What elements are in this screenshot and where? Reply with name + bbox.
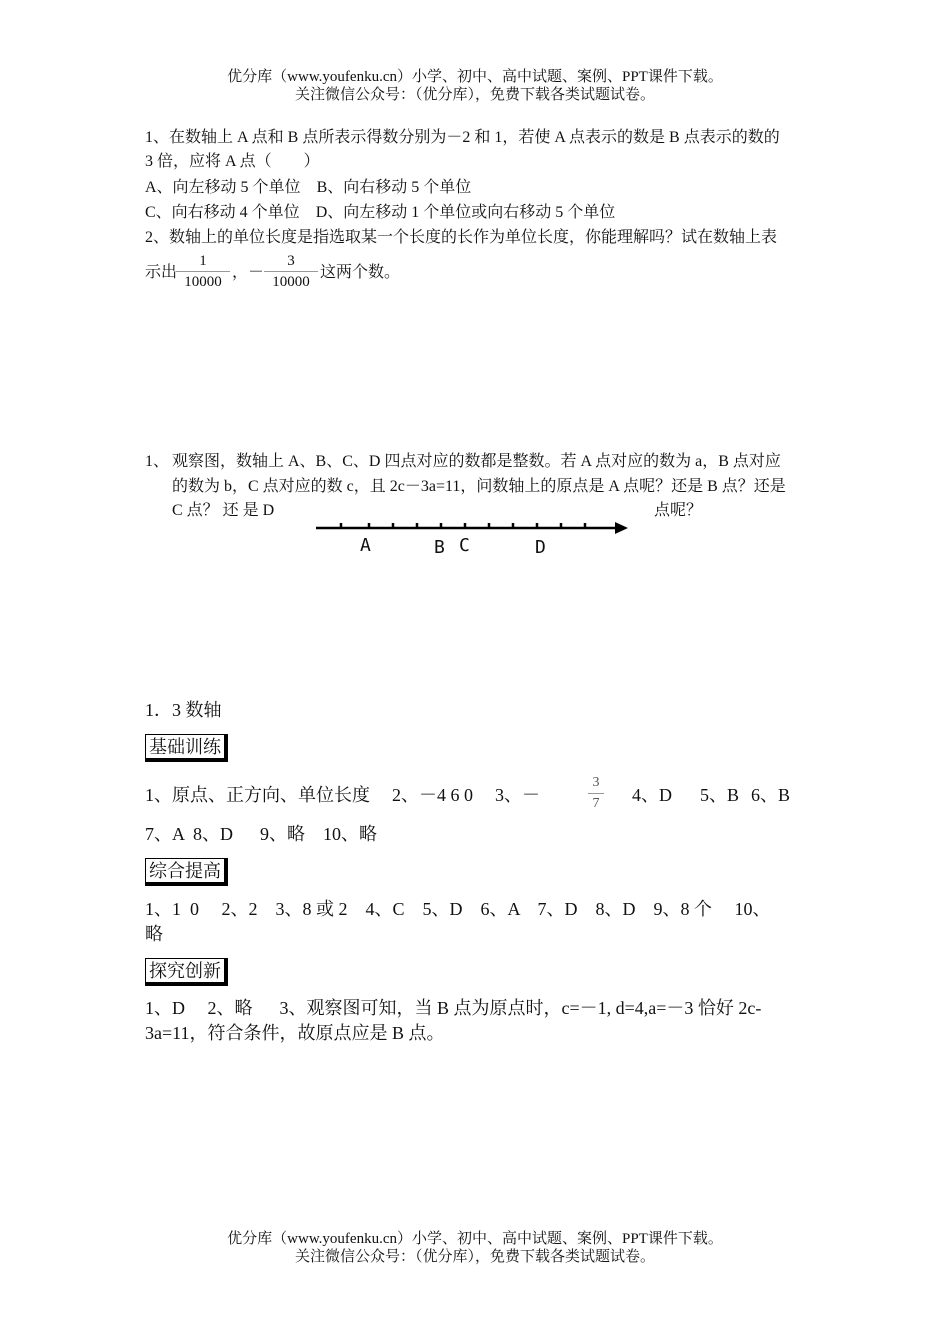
label-basic-training: 基础训练 [145, 734, 228, 762]
q3-line-3-left: C 点？ 还 是 D [172, 502, 275, 519]
q1-options-cd [145, 203, 615, 223]
basic-row-2: 7、A 8、D 9、略 10、略 [145, 824, 378, 844]
q2-fraction-2-numerator: 3 [287, 253, 295, 269]
advanced-row-1: 1、1 0 2、2 3、8 或 2 4、C 5、D 6、A 7、D 8、D 9、8 个 10、 [145, 899, 771, 919]
q1-option-c: C、向右移动 4 个单位 [145, 204, 300, 221]
footer-line-1: 优分库（www.youfenku.cn）小学、初中、高中试题、案例、PPT课件下载。 [227, 1231, 723, 1247]
q2-fraction-2 [264, 252, 318, 291]
q2-prefix: 示出 [145, 264, 178, 281]
header-line-1: 优分库（www.youfenku.cn）小学、初中、高中试题、案例、PPT课件下载。 [227, 69, 723, 85]
header-line-2: 关注微信公众号：（优分库），免费下载各类试题试卷。 [294, 87, 655, 103]
footer-line-2: 关注微信公众号：（优分库），免费下载各类试题试卷。 [294, 1249, 655, 1265]
q1-option-d: D、向左移动 1 个单位或向右移动 5 个单位 [315, 204, 616, 221]
basic-fraction-numerator: 3 [592, 775, 600, 790]
explore-row-1: 1、D 2、略 3、观察图可知，当 B 点为原点时，c=－1, d=4,a=－3 恰好 2c- [145, 998, 762, 1018]
axis-label-c: C [459, 535, 470, 556]
answers-section-title: 1．3 数轴 [145, 700, 222, 720]
basic-answer-1: 1、原点、正方向、单位长度 [145, 785, 370, 805]
q3-number: 1、 [145, 453, 170, 470]
advanced-row-2: 略 [145, 924, 163, 944]
basic-answer-4: 4、D [632, 785, 672, 805]
q2-separator: ，－ [232, 264, 265, 281]
q2-fraction-1 [176, 252, 230, 291]
basic-row-1 [145, 783, 540, 807]
explore-row-2: 3a=11，符合条件，故原点应是 B 点。 [145, 1023, 445, 1043]
q2-fraction-1-numerator: 1 [199, 253, 207, 269]
basic-answer-3: 3、－ [495, 785, 540, 805]
q1-option-a: A、向左移动 5 个单位 [145, 179, 301, 196]
q1-line-2: 3 倍，应将 A 点（ ） [145, 153, 320, 170]
q1-line-1: 1、在数轴上 A 点和 B 点所表示得数分别为－2 和 1，若使 A 点表示的数是 B 点表示的数的 [145, 129, 780, 146]
q1-options-ab [145, 178, 471, 198]
basic-row-1-rest [632, 783, 790, 807]
label-explore-innovate: 探究创新 [145, 958, 228, 986]
basic-answer-2: 2、－4 6 0 [392, 785, 473, 805]
q3-line-1: 观察图，数轴上 A、B、C、D 四点对应的数都是整数。若 A 点对应的数为 a，B 点对应 [172, 453, 781, 470]
q2-suffix: 这两个数。 [320, 264, 401, 281]
q1-option-b: B、向右移动 5 个单位 [316, 179, 472, 196]
q3-line-3-right: 点呢？ [654, 502, 703, 519]
q2-line-1: 2、数轴上的单位长度是指选取某一个长度的长作为单位长度，你能理解吗？试在数轴上表 [145, 229, 778, 246]
axis-label-b: B [434, 537, 445, 558]
q2-fraction-2-denominator: 10000 [272, 274, 310, 290]
axis-label-d: D [535, 537, 546, 558]
axis-label-a: A [360, 535, 371, 556]
basic-answer-6: 6、B [751, 785, 791, 805]
label-comprehensive: 综合提高 [145, 858, 228, 886]
number-line-arrow [615, 522, 628, 534]
basic-answer-5: 5、B [700, 785, 740, 805]
q3-line-2: 的数为 b，C 点对应的数 c，且 2c－3a=11，问数轴上的原点是 A 点呢？还是 B 点？还是 [172, 478, 786, 495]
basic-fraction-denominator: 7 [592, 796, 600, 811]
q2-fraction-1-denominator: 10000 [184, 274, 222, 290]
basic-fraction [588, 774, 604, 813]
